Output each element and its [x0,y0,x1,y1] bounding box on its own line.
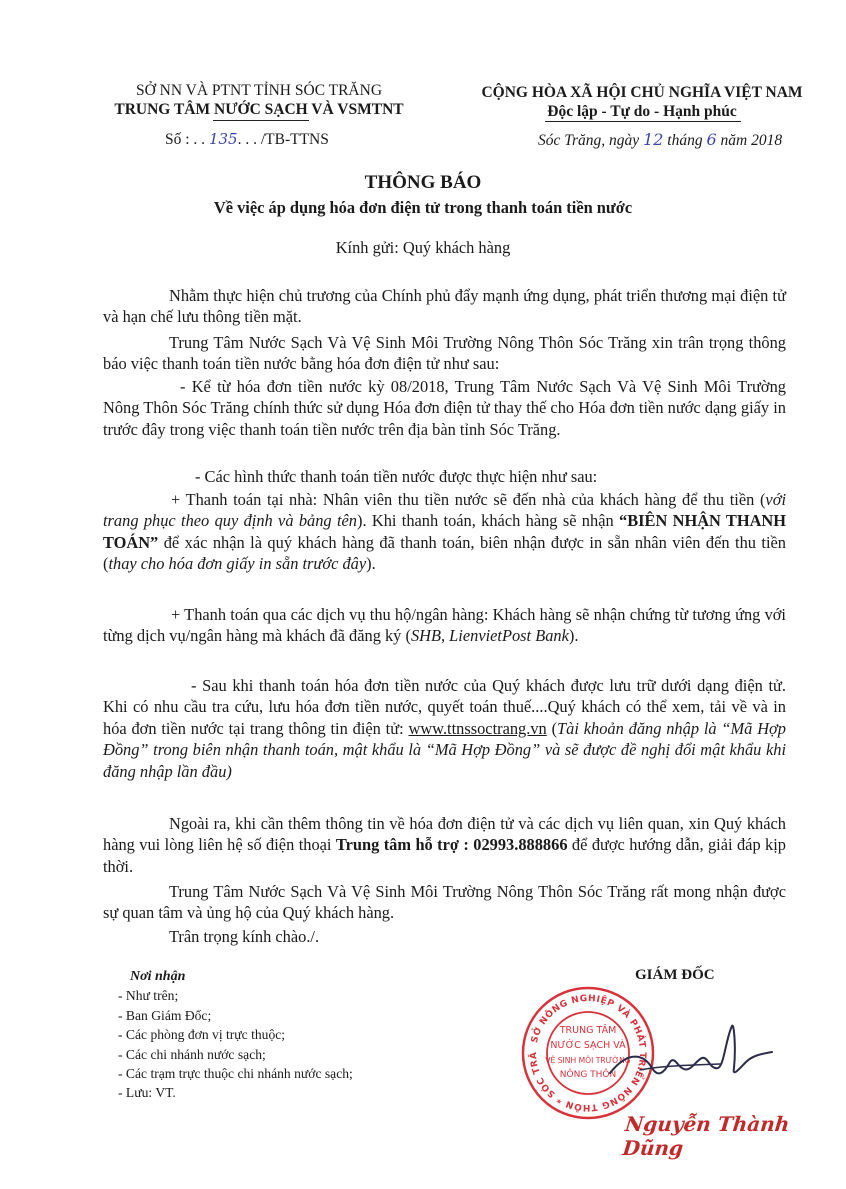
p6-part-b: SHB, LienvietPost Bank [410,626,569,646]
p5-part-c: ). Khi thanh toán, khách hàng sẽ nhận [356,511,619,531]
date-month-handwritten: 6 [706,130,717,149]
date-line [538,130,782,150]
paragraph-3-text: - Kể từ hóa đơn tiền nước kỳ 08/2018, Trung Tâm Nước Sạch Và Vệ Sinh Môi Trường Nông Thôn Sóc Trăng chính thức sử dụng Hóa đơn điện tử thay thế cho Hóa đơn tiền nước dạng giấy in trước đây trong việc thanh toán tiền nước trên địa bàn tỉnh Sóc Trăng. [103,377,786,439]
p6-part-a: + Thanh toán qua các dịch vụ thu hộ/ngân hàng: Khách hàng sẽ nhận chứng từ tương ứng với từng dịch vụ/ngân hàng mà khách đã đăng ký ( [103,605,786,646]
national-title-text: CỘNG HÒA XÃ HỘI CHỦ NGHĨA VIỆT NAM [481,84,803,101]
recipient-item: - Các phòng đơn vị trực thuộc; [118,1027,286,1043]
p7-part-d: ) [226,761,232,781]
recipient-item: - Các trạm trực thuộc chi nhánh nước sạch; [118,1066,353,1082]
signer-name-text: Nguyễn Thành Dũng [621,1112,791,1160]
p5-part-b: với trang phục theo quy định và bảng tên [103,490,786,531]
paragraph-9 [103,881,786,924]
signer-name [621,1112,846,1160]
paragraph-9-text: Trung Tâm Nước Sạch Và Vệ Sinh Môi Trường Nông Thôn Sóc Trăng rất mong nhận được sự quan tâm và ủng hộ của Quý khách hàng. [103,882,786,923]
recipients-block [118,967,353,1103]
paragraph-1-text: Nhằm thực hiện chủ trương của Chính phủ đẩy mạnh ứng dụng, phát triển thương mại điện tử và hạn chế lưu thông tiền mặt. [103,286,786,327]
org-underline [213,120,309,121]
paragraph-6-text [103,604,786,647]
paragraph-4 [103,466,786,487]
seal-line-1: TRUNG TÂM [559,1025,617,1036]
seal-line-2: NƯỚC SẠCH VÀ [550,1040,626,1051]
paragraph-2 [103,332,786,375]
document-subtitle [0,198,846,218]
p5-part-f: thay cho hóa đơn giấy in sẵn trước đây [108,554,367,574]
paragraph-5-text [103,489,786,575]
paragraph-10 [103,926,786,947]
seal-line-4: NÔNG THÔN [559,1070,617,1080]
support-phone: Trung tâm hỗ trợ : 02993.888866 [335,835,568,855]
paragraph-1 [103,285,786,328]
doc-number-handwritten: 135 [208,130,238,148]
org-name [98,100,420,119]
date-day-handwritten: 12 [643,130,664,149]
national-motto [456,102,828,121]
doc-number [165,130,329,149]
motto-underline [545,121,741,122]
recipients-heading: Nơi nhận [130,969,186,984]
paragraph-7-text [103,675,786,782]
p7-part-c: Tài khoản đăng nhập là “Mã Hợp Đồng” trong biên nhận thanh toán, mật khẩu là “Mã Hợp Đồng” và sẽ được đề nghị đổi mật khẩu khi đăng nhập lần đầu [103,718,786,781]
org-parent-text: SỞ NN VÀ PTNT TỈNH SÓC TRĂNG [135,82,383,99]
signer-title [635,967,715,984]
paragraph-2-text: Trung Tâm Nước Sạch Và Vệ Sinh Môi Trường Nông Thôn Sóc Trăng xin trân trọng thông báo việc thanh toán tiền nước bằng hóa đơn điện tử như sau: [103,333,786,374]
national-title [456,83,828,102]
org-parent [103,81,415,100]
paragraph-5 [103,489,786,575]
document-title-text: THÔNG BÁO [364,172,482,193]
document-subtitle-text: Về việc áp dụng hóa đơn điện tử trong thanh toán tiền nước [213,198,633,217]
recipient-item: - Các chi nhánh nước sạch; [118,1046,266,1062]
org-name-text: TRUNG TÂM NƯỚC SẠCH VÀ VSMTNT [114,101,404,118]
paragraph-3 [103,376,786,440]
p5-part-g: ). [366,554,376,574]
date-prefix: Sóc Trăng, ngày [538,132,640,149]
p8-part-c: để được hướng dẫn, giải đáp kịp thời. [103,835,786,876]
greeting [0,238,846,258]
p7-part-b: ( [546,718,558,738]
recipient-item: - Lưu: VT. [118,1085,176,1101]
p5-part-d: “BIÊN NHẬN THANH TOÁN” [103,511,786,552]
paragraph-10-text: Trân trọng kính chào./. [169,927,320,946]
signer-title-text: GIÁM ĐỐC [635,967,715,983]
paragraph-6 [103,604,786,647]
p7-part-a: - Sau khi thanh toán hóa đơn tiền nước của Quý khách được lưu trữ dưới dạng điện tử. Khi có nhu cầu tra cứu, lưu hóa đơn tiền nước, quyết toán thuế....Quý khách có thể xem, tải về và in hóa đơn tiền nước tại trang thông tin điện tử: [103,676,786,738]
paragraph-8 [103,813,786,877]
seal-ring-text: SỞ NÔNG NGHIỆP VÀ PHÁT TRIỂN NÔNG THÔN * SÓC TRĂ [528,993,648,1113]
p5-part-e: để xác nhận là quý khách hàng đã thanh toán, biên nhận được in sẵn nhân viên đến thu tiền ( [103,532,786,574]
recipient-item: - Ban Giám Đốc; [118,1007,212,1023]
date-month-label: tháng [667,132,703,149]
paragraph-7 [103,675,786,782]
greeting-text: Kính gửi: Quý khách hàng [335,238,511,257]
doc-number-suffix: . . . /TB-TTNS [237,131,329,148]
p6-part-c: ). [568,626,579,646]
doc-number-prefix: Số : . . [165,131,206,148]
paragraph-4-text: - Các hình thức thanh toán tiền nước được thực hiện như sau: [195,467,598,486]
recipient-item: - Như trên; [118,988,179,1004]
handwritten-signature [600,1018,790,1103]
p5-part-a: + Thanh toán tại nhà: Nhân viên thu tiền nước sẽ đến nhà của khách hàng để thu tiền ( [171,490,766,509]
paragraph-8-text [103,813,786,877]
seal-line-3: VỆ SINH MÔI TRƯỜNG [545,1056,631,1065]
website-link[interactable]: www.ttnssoctrang.vn [408,718,547,738]
date-year: năm 2018 [720,132,783,149]
document-title [0,172,846,194]
p8-part-a: Ngoài ra, khi cần thêm thông tin về hóa đơn điện tử và các dịch vụ liên quan, xin Quý khách hàng vui lòng liên hệ số điện thoại [103,814,786,855]
national-motto-text: Độc lập - Tự do - Hạnh phúc [547,103,737,120]
